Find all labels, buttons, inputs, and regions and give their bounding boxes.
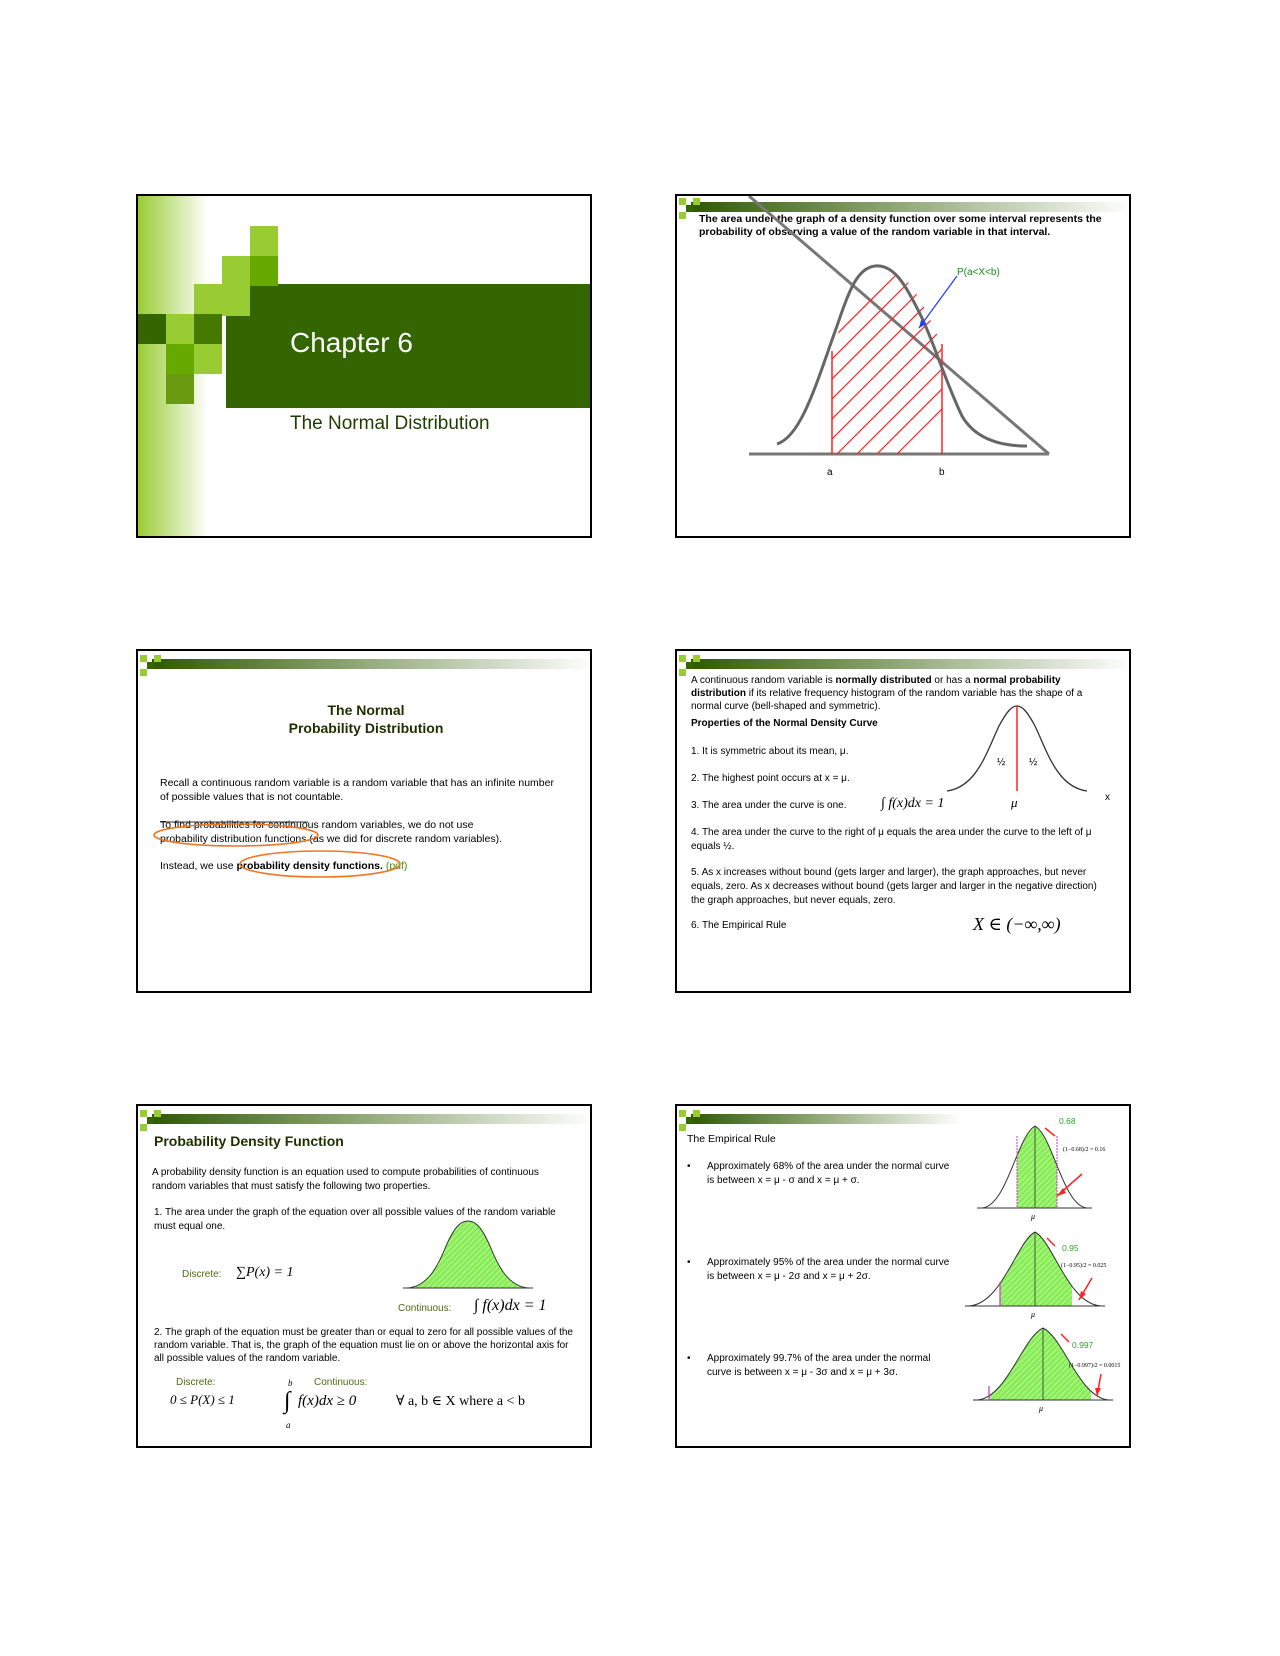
discrete-sum-expr: ∑P(x) = 1: [236, 1265, 294, 1280]
property-1: 1. It is symmetric about its mean, μ.: [691, 746, 849, 757]
domain-expression: X ∈ (−∞,∞): [973, 914, 1061, 934]
slide-normal-probability: [136, 649, 592, 993]
value-095: 0.95: [1062, 1243, 1079, 1253]
mu-label-2: μ: [1031, 1310, 1036, 1319]
instead-prefix: Instead, we use: [160, 860, 237, 872]
bullet-1: •: [687, 1161, 691, 1172]
def-term1: normally distributed: [835, 675, 932, 686]
symmetric-bell-curve: [677, 651, 1131, 993]
chapter-title: Chapter 6: [290, 327, 413, 358]
chapter-subtitle: The Normal Distribution: [290, 413, 490, 434]
integral-equals-one: ∫ f(x)dx = 1: [881, 796, 945, 811]
half-right-label: ½: [1029, 757, 1038, 768]
property-2: 2. The highest point occurs at x = μ.: [691, 773, 850, 784]
mu-label-1: μ: [1031, 1212, 1036, 1221]
integral-symbol: ∫: [284, 1388, 291, 1414]
mu-label-3: μ: [1039, 1404, 1044, 1413]
bullet-2: •: [687, 1257, 691, 1268]
slide-title: The Empirical Rule: [687, 1133, 776, 1145]
annotation-ellipses: [138, 651, 592, 993]
slide-area-interval: [675, 194, 1131, 538]
probability-range-expr: 0 ≤ P(X) ≤ 1: [170, 1392, 235, 1407]
def-term2: normal probability distribution: [691, 675, 1061, 699]
forall-condition: ∀ a, b ∈ X where a < b: [396, 1394, 525, 1409]
rule-68: Approximately 68% of the area under the normal curve is between x = μ - σ and x = μ + σ.: [707, 1161, 950, 1186]
find-probabilities-line2: probability distribution functions (as we did for discrete random variables).: [160, 833, 502, 845]
recall-paragraph: Recall a continuous random variable is a random variable that has an infinite number of possible values that is not countable.: [160, 777, 554, 803]
value-0997: 0.997: [1072, 1340, 1094, 1350]
property-3: 3. The area under the curve is one.: [691, 800, 847, 811]
tail-095: (1−0.95)/2 = 0.025: [1061, 1263, 1107, 1269]
pdf-definition: A probability density function is an equation used to compute probabilities of continuous random variables that must satisfy the following two properties.: [152, 1167, 539, 1192]
tail-0997: (1−0.997)/2 = 0.0015: [1069, 1363, 1121, 1369]
pdf-property-2: 2. The graph of the equation must be greater than or equal to zero for all possible values of the random variable. That is, the graph of the equation must lie on or above the horizontal axis for all possible values of the random variable.: [154, 1327, 573, 1364]
x-axis-label: x: [1105, 792, 1110, 803]
probability-label: P(a<X<b): [957, 267, 1000, 278]
mu-label: μ: [1011, 795, 1018, 810]
slide-normal-properties: [675, 649, 1131, 993]
bullet-3: •: [687, 1353, 691, 1364]
pdf-abbrev: (pdf): [382, 860, 408, 872]
continuous-integral-expr: ∫ f(x)dx = 1: [474, 1297, 547, 1314]
slide-title-line2: Probability Distribution: [288, 720, 444, 736]
integral-upper-bound: b: [288, 1378, 293, 1388]
slide-chapter-title: [136, 194, 592, 538]
discrete-label-2: Discrete:: [176, 1377, 216, 1388]
property-5: 5. As x increases without bound (gets larger and larger), the graph approaches, but never equals, zero. As x decreases without bound (gets larger and larger in the negative direction) the graph approaches, but never equals, zero.: [691, 867, 1097, 906]
title-decoration: [138, 196, 592, 538]
slide-pdf-properties: [136, 1104, 592, 1448]
rule-95: Approximately 95% of the area under the normal curve is between x = μ - 2σ and x = μ + 2σ.: [707, 1257, 950, 1282]
find-probabilities-line1: To find probabilities for continuous random variables, we do not use: [160, 819, 474, 831]
continuous-label: Continuous:: [398, 1303, 452, 1314]
half-left-label: ½: [997, 757, 1006, 768]
property-4: 4. The area under the curve to the right of μ equals the area under the curve to the left of μ equals ½.: [691, 827, 1092, 852]
shaded-bell-curve: [677, 196, 1131, 538]
def-part1: A continuous random variable is: [691, 675, 836, 686]
tail-068: (1−0.68)/2 = 0.16: [1063, 1147, 1106, 1153]
rule-997: Approximately 99.7% of the area under the normal curve is between x = μ - 3σ and x = μ + 3σ.: [707, 1353, 931, 1378]
def-part3: if its relative frequency histogram of the random variable has the shape of a normal curve (bell-shaped and symmetric).: [691, 688, 1083, 712]
discrete-label: Discrete:: [182, 1269, 222, 1280]
slide-empirical-rule: [675, 1104, 1131, 1448]
empirical-curves: [677, 1106, 1131, 1448]
pdf-property-1: 1. The area under the graph of the equation over all possible values of the random variable must equal one.: [154, 1207, 556, 1232]
nonnegative-integral-expr: f(x)dx ≥ 0: [298, 1393, 357, 1409]
integral-lower-bound: a: [286, 1420, 291, 1430]
value-068: 0.68: [1059, 1116, 1076, 1126]
area-explanation: The area under the graph of a density function over some interval represents the probability of observing a value of the random variable in that interval.: [699, 213, 1102, 238]
slide-title: Probability Density Function: [154, 1133, 344, 1149]
continuous-label-2: Continuous:: [314, 1377, 368, 1388]
bound-a-label: a: [827, 467, 833, 478]
slide-title-line1: The Normal: [327, 702, 405, 718]
bound-b-label: b: [939, 467, 945, 478]
property-6: 6. The Empirical Rule: [691, 920, 787, 931]
def-part2: or has a: [931, 675, 974, 686]
pdf-term: probability density functions.: [236, 860, 383, 872]
properties-title: Properties of the Normal Density Curve: [691, 718, 878, 729]
